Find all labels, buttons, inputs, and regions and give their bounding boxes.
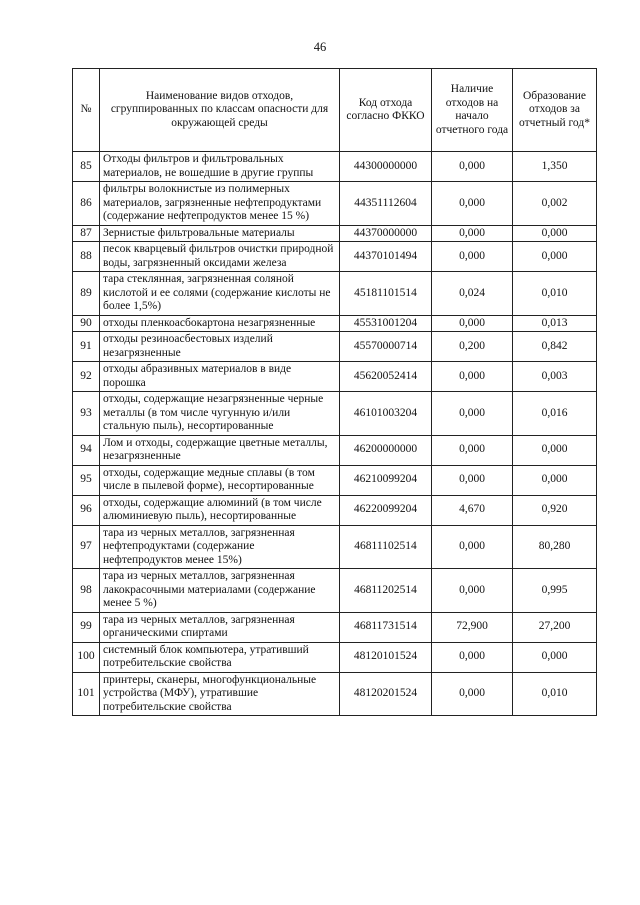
cell-start: 0,000 xyxy=(432,315,513,332)
table-header-row xyxy=(73,69,597,152)
cell-start: 0,024 xyxy=(432,272,513,316)
cell-num: 92 xyxy=(73,362,100,392)
cell-code: 46811102514 xyxy=(340,525,432,569)
cell-num: 98 xyxy=(73,569,100,613)
cell-name: Лом и отходы, содержащие цветные металлы, незагрязненные xyxy=(100,435,340,465)
cell-formed: 0,010 xyxy=(513,272,597,316)
cell-name: тара из черных металлов, загрязненная лакокрасочными материалами (содержание менее 5 %) xyxy=(100,569,340,613)
cell-start: 0,000 xyxy=(432,672,513,716)
table-row xyxy=(73,392,597,436)
header-num: № xyxy=(73,69,100,152)
cell-num: 99 xyxy=(73,612,100,642)
cell-start: 0,000 xyxy=(432,435,513,465)
cell-num: 85 xyxy=(73,152,100,182)
cell-formed: 0,000 xyxy=(513,642,597,672)
cell-formed: 80,280 xyxy=(513,525,597,569)
cell-formed: 0,000 xyxy=(513,465,597,495)
table-body xyxy=(73,152,597,716)
table-row xyxy=(73,225,597,242)
cell-start: 0,000 xyxy=(432,225,513,242)
table-row xyxy=(73,672,597,716)
cell-code: 46210099204 xyxy=(340,465,432,495)
cell-num: 87 xyxy=(73,225,100,242)
cell-code: 45181101514 xyxy=(340,272,432,316)
cell-formed: 0,000 xyxy=(513,242,597,272)
cell-start: 72,900 xyxy=(432,612,513,642)
cell-name: тара из черных металлов, загрязненная органическими спиртами xyxy=(100,612,340,642)
cell-start: 4,670 xyxy=(432,495,513,525)
cell-name: системный блок компьютера, утративший потребительские свойства xyxy=(100,642,340,672)
table-row xyxy=(73,332,597,362)
cell-code: 46200000000 xyxy=(340,435,432,465)
cell-formed: 27,200 xyxy=(513,612,597,642)
cell-start: 0,000 xyxy=(432,569,513,613)
cell-num: 96 xyxy=(73,495,100,525)
table-row xyxy=(73,435,597,465)
cell-start: 0,000 xyxy=(432,182,513,226)
cell-code: 48120201524 xyxy=(340,672,432,716)
cell-code: 46101003204 xyxy=(340,392,432,436)
cell-code: 44300000000 xyxy=(340,152,432,182)
cell-start: 0,000 xyxy=(432,392,513,436)
cell-num: 97 xyxy=(73,525,100,569)
header-start: Наличие отходов на начало отчетного года xyxy=(432,69,513,152)
cell-name: отходы, содержащие медные сплавы (в том числе в пылевой форме), несортированные xyxy=(100,465,340,495)
header-name: Наименование видов отходов, сгруппированных по классам опасности для окружающей среды xyxy=(100,69,340,152)
table-row xyxy=(73,315,597,332)
cell-code: 48120101524 xyxy=(340,642,432,672)
cell-start: 0,000 xyxy=(432,152,513,182)
cell-num: 90 xyxy=(73,315,100,332)
cell-num: 93 xyxy=(73,392,100,436)
cell-num: 86 xyxy=(73,182,100,226)
header-code: Код отхода согласно ФККО xyxy=(340,69,432,152)
cell-start: 0,000 xyxy=(432,525,513,569)
table-row xyxy=(73,182,597,226)
cell-name: Отходы фильтров и фильтровальных материалов, не вошедшие в другие группы xyxy=(100,152,340,182)
cell-start: 0,000 xyxy=(432,465,513,495)
cell-code: 46811731514 xyxy=(340,612,432,642)
cell-name: отходы резиноасбестовых изделий незагрязненные xyxy=(100,332,340,362)
table-row xyxy=(73,495,597,525)
cell-start: 0,200 xyxy=(432,332,513,362)
cell-name: отходы, содержащие алюминий (в том числе алюминиевую пыль), несортированные xyxy=(100,495,340,525)
cell-num: 100 xyxy=(73,642,100,672)
page-number: 46 xyxy=(313,40,327,54)
cell-formed: 0,013 xyxy=(513,315,597,332)
table-row xyxy=(73,362,597,392)
cell-code: 44370101494 xyxy=(340,242,432,272)
cell-name: песок кварцевый фильтров очистки природной воды, загрязненный оксидами железа xyxy=(100,242,340,272)
table-row xyxy=(73,612,597,642)
cell-name: фильтры волокнистые из полимерных материалов, загрязненные нефтепродуктами (содержание нефтепродуктов менее 15 %) xyxy=(100,182,340,226)
cell-code: 45620052414 xyxy=(340,362,432,392)
table-row xyxy=(73,525,597,569)
cell-num: 95 xyxy=(73,465,100,495)
table-row xyxy=(73,152,597,182)
table-row xyxy=(73,569,597,613)
cell-code: 45570000714 xyxy=(340,332,432,362)
cell-name: принтеры, сканеры, многофункциональные устройства (МФУ), утратившие потребительские свойства xyxy=(100,672,340,716)
header-formed: Образование отходов за отчетный год* xyxy=(513,69,597,152)
cell-formed: 0,000 xyxy=(513,435,597,465)
cell-formed: 0,995 xyxy=(513,569,597,613)
cell-code: 46811202514 xyxy=(340,569,432,613)
cell-formed: 0,920 xyxy=(513,495,597,525)
cell-formed: 0,010 xyxy=(513,672,597,716)
cell-name: отходы абразивных материалов в виде порошка xyxy=(100,362,340,392)
cell-num: 88 xyxy=(73,242,100,272)
cell-formed: 0,016 xyxy=(513,392,597,436)
cell-name: отходы пленкоасбокартона незагрязненные xyxy=(100,315,340,332)
cell-num: 91 xyxy=(73,332,100,362)
cell-formed: 0,002 xyxy=(513,182,597,226)
cell-start: 0,000 xyxy=(432,362,513,392)
cell-num: 89 xyxy=(73,272,100,316)
table-row xyxy=(73,465,597,495)
cell-code: 44370000000 xyxy=(340,225,432,242)
cell-formed: 0,842 xyxy=(513,332,597,362)
cell-code: 45531001204 xyxy=(340,315,432,332)
cell-name: тара стеклянная, загрязненная соляной кислотой и ее солями (содержание кислоты не более 1,5%) xyxy=(100,272,340,316)
cell-formed: 0,003 xyxy=(513,362,597,392)
cell-name: тара из черных металлов, загрязненная нефтепродуктами (содержание нефтепродуктов менее 15%) xyxy=(100,525,340,569)
table-row xyxy=(73,272,597,316)
table-row xyxy=(73,642,597,672)
cell-code: 44351112604 xyxy=(340,182,432,226)
cell-num: 94 xyxy=(73,435,100,465)
cell-code: 46220099204 xyxy=(340,495,432,525)
cell-start: 0,000 xyxy=(432,642,513,672)
cell-name: Зернистые фильтровальные материалы xyxy=(100,225,340,242)
cell-num: 101 xyxy=(73,672,100,716)
cell-formed: 0,000 xyxy=(513,225,597,242)
waste-table xyxy=(72,68,597,716)
cell-name: отходы, содержащие незагрязненные черные металлы (в том числе чугунную и/или стальную пыль), несортированные xyxy=(100,392,340,436)
cell-start: 0,000 xyxy=(432,242,513,272)
table-row xyxy=(73,242,597,272)
cell-formed: 1,350 xyxy=(513,152,597,182)
